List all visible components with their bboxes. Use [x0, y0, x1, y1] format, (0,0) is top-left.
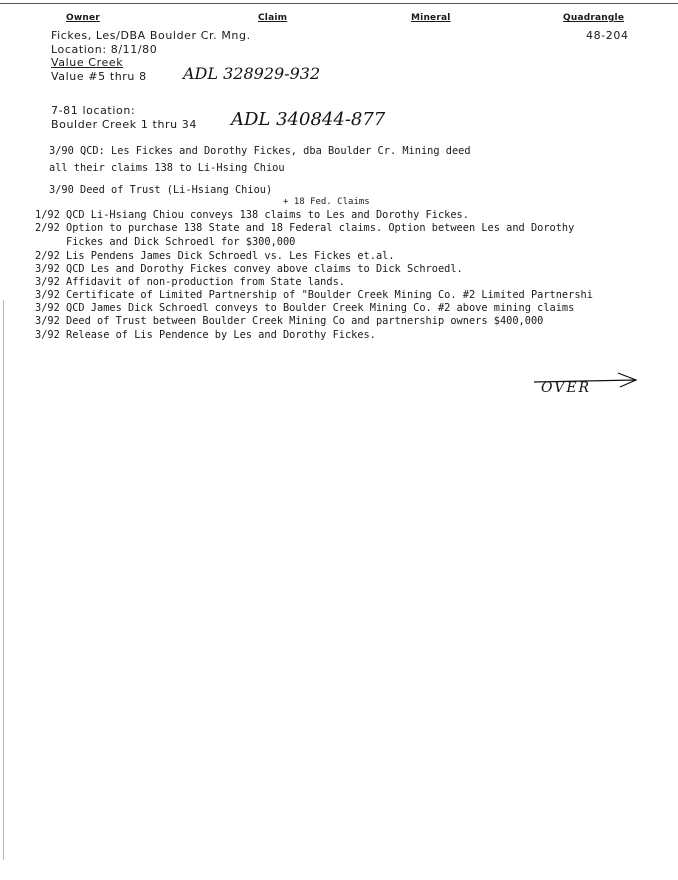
over-arrow-icon — [530, 370, 642, 392]
note-2: all their claims 138 to Li-Hsing Chiou — [49, 162, 285, 174]
claim-name: Value Creek — [51, 56, 124, 69]
entry-10: 3/92 Release of Lis Pendence by Les and Dorothy Fickes. — [35, 329, 376, 341]
header-owner: Owner — [66, 13, 100, 23]
note-3: 3/90 Deed of Trust (Li-Hsiang Chiou) — [49, 184, 273, 196]
entry-3: Fickes and Dick Schroedl for $300,000 — [35, 236, 296, 248]
page-left-edge — [3, 300, 4, 860]
entry-1: 1/92 QCD Li-Hsiang Chiou conveys 138 claims to Les and Dorothy Fickes. — [35, 209, 469, 221]
entry-2: 2/92 Option to purchase 138 State and 18 Federal claims. Option between Les and Dorothy — [35, 222, 575, 234]
handwritten-adl-1: ADL 328929-932 — [183, 64, 321, 83]
entry-9: 3/92 Deed of Trust between Boulder Creek Mining Co and partnership owners $400,000 — [35, 315, 544, 327]
entry-7: 3/92 Certificate of Limited Partnership of "Boulder Creek Mining Co. #2 Limited Partnershi — [35, 289, 593, 301]
quadrangle-number: 48-204 — [586, 29, 629, 42]
owner-line: Fickes, Les/DBA Boulder Cr. Mng. — [51, 29, 251, 42]
entry-6: 3/92 Affidavit of non-production from State lands. — [35, 276, 345, 288]
boulder-creek-line: Boulder Creek 1 thru 34 — [51, 118, 198, 131]
location-2-line: 7-81 location: — [51, 104, 136, 117]
value-line: Value #5 thru 8 — [51, 70, 147, 83]
insert-note: + 18 Fed. Claims — [283, 197, 370, 207]
entry-8: 3/92 QCD James Dick Schroedl conveys to Boulder Creek Mining Co. #2 above mining claims — [35, 302, 575, 314]
header-quadrangle: Quadrangle — [563, 13, 625, 23]
entry-4: 2/92 Lis Pendens James Dick Schroedl vs. Les Fickes et.al. — [35, 250, 395, 262]
header-mineral: Mineral — [411, 13, 451, 23]
header-claim: Claim — [258, 13, 288, 23]
page-top-edge — [0, 3, 678, 4]
over-mark: OVER — [541, 380, 592, 396]
location-line: Location: 8/11/80 — [51, 43, 158, 56]
handwritten-adl-2: ADL 340844-877 — [231, 109, 386, 130]
note-1: 3/90 QCD: Les Fickes and Dorothy Fickes, dba Boulder Cr. Mining deed — [49, 145, 471, 157]
entry-5: 3/92 QCD Les and Dorothy Fickes convey above claims to Dick Schroedl. — [35, 263, 463, 275]
